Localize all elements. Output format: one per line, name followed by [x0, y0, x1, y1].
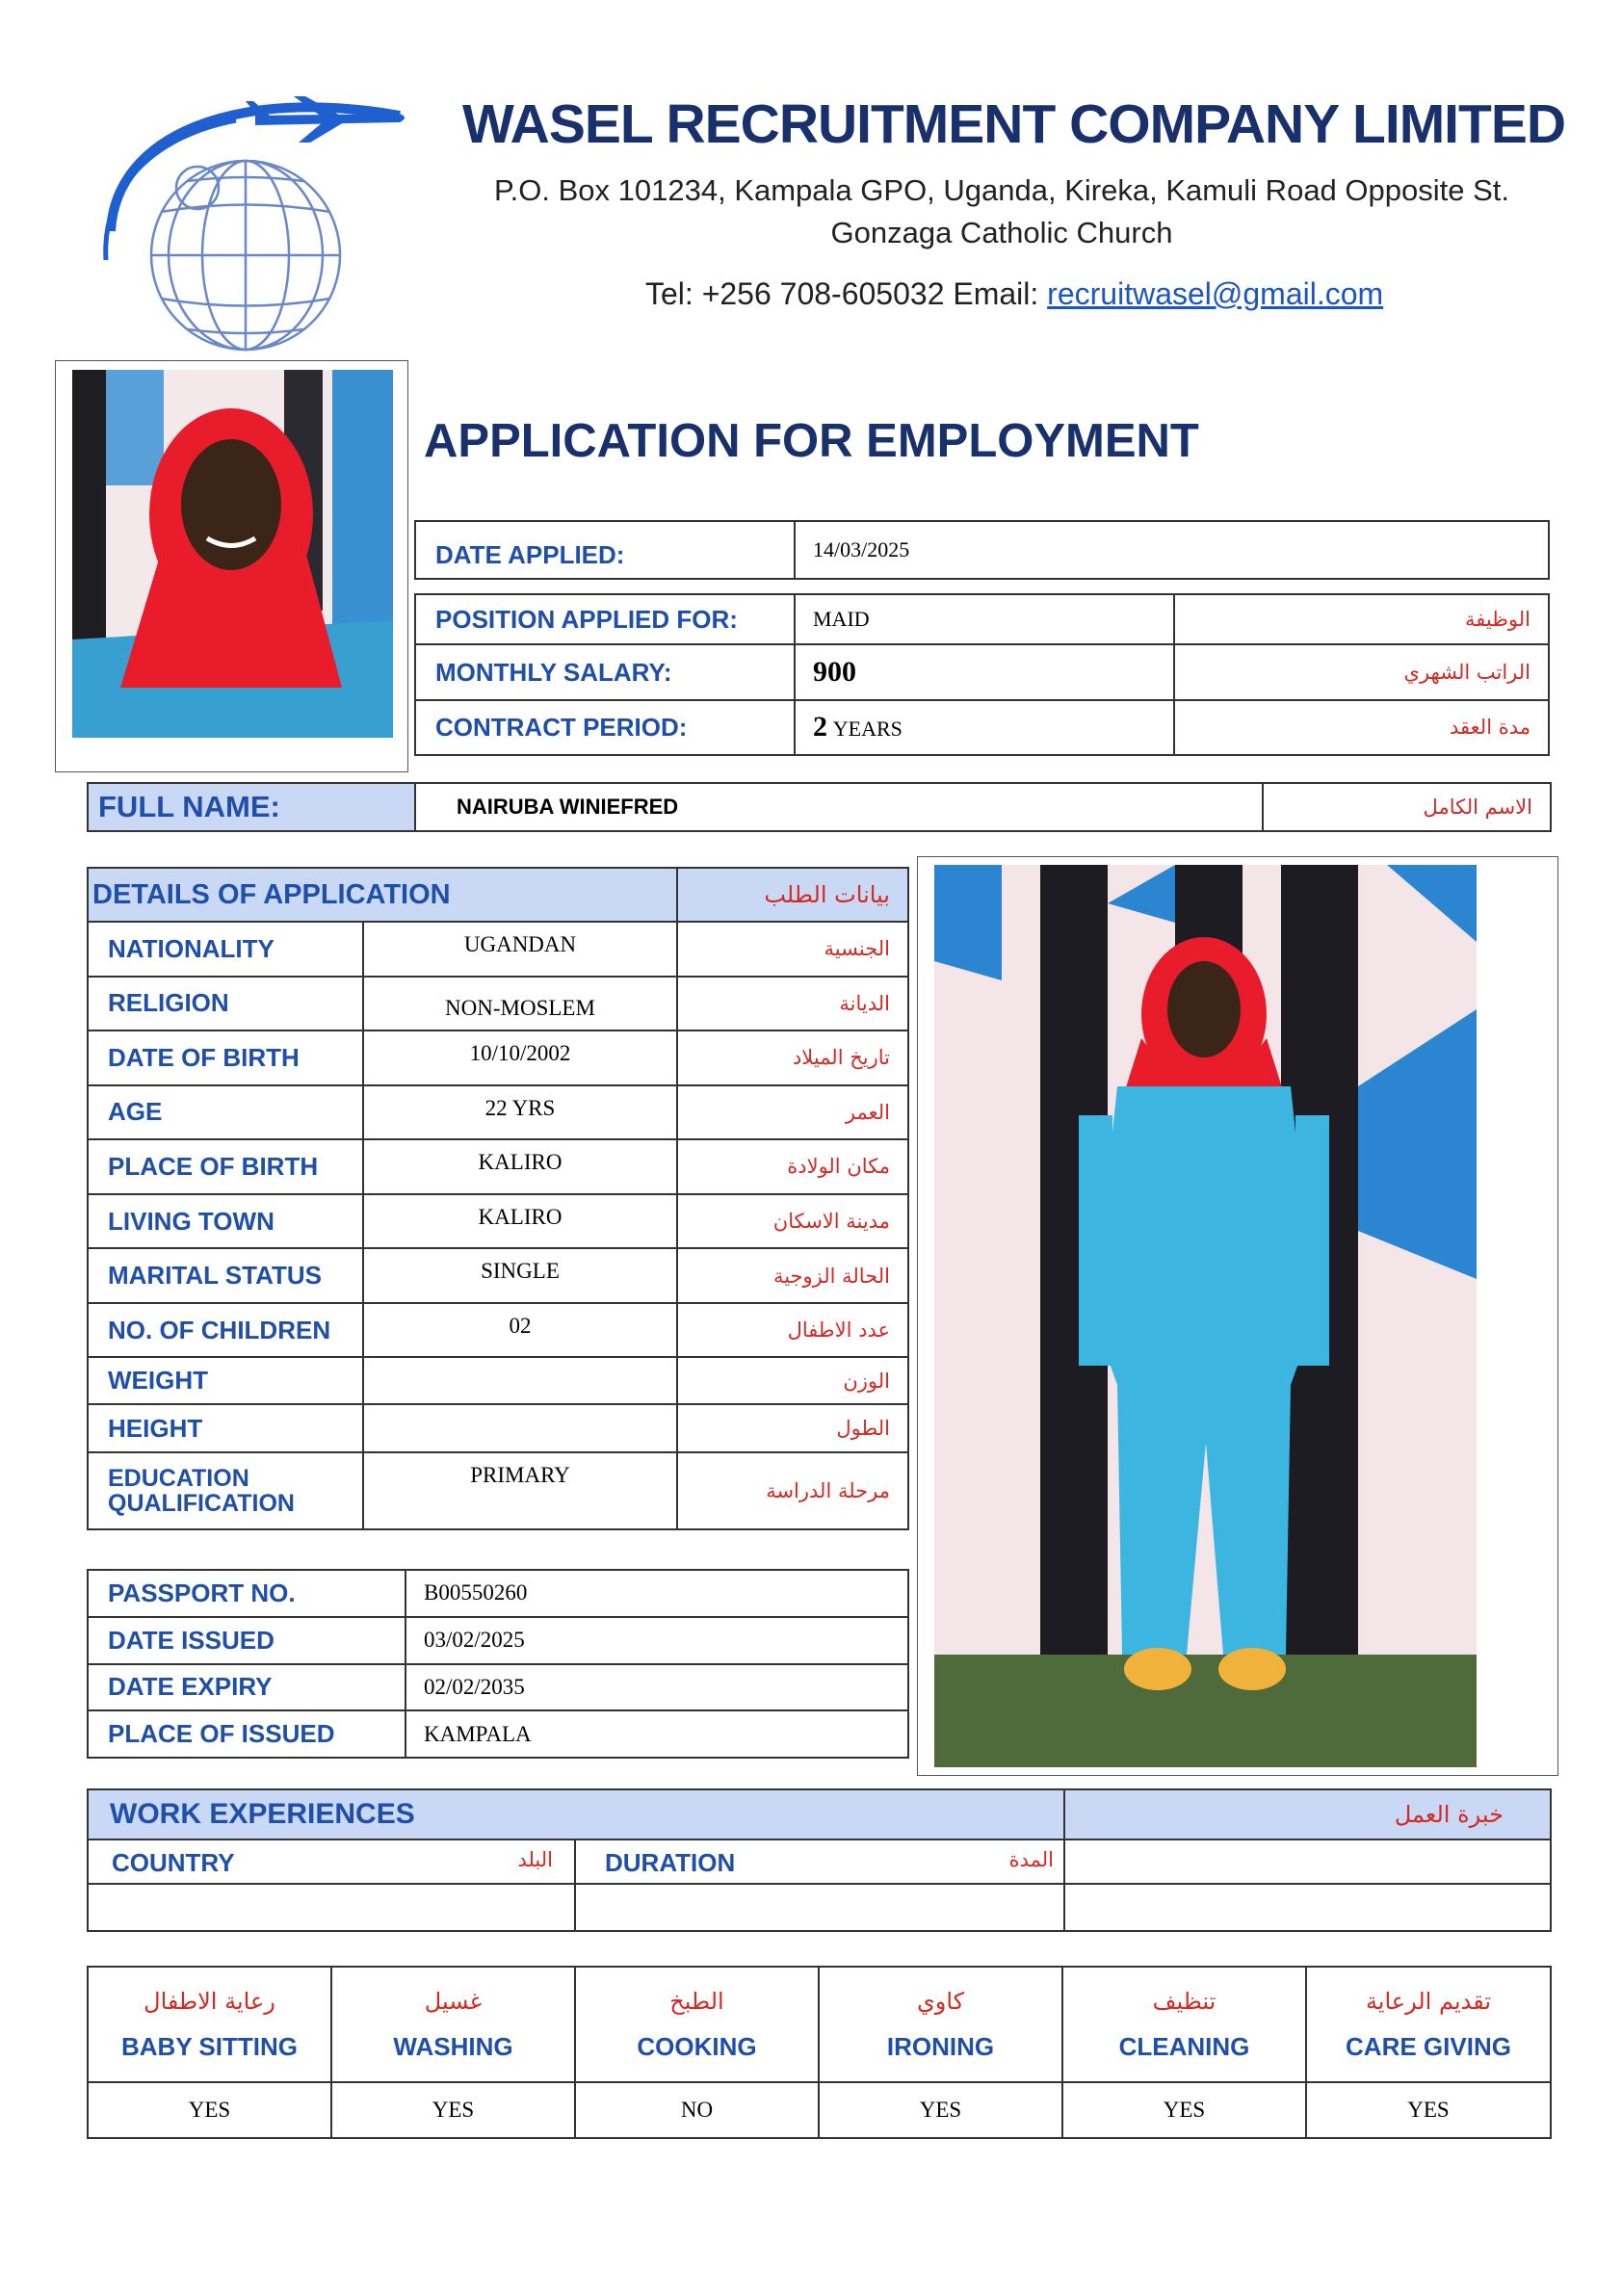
- company-contact: [645, 276, 1383, 312]
- height-ar-label: الطول: [677, 1404, 908, 1451]
- table-row: [415, 644, 1549, 699]
- work-header-ar: خبرة العمل: [1064, 1789, 1551, 1839]
- skill-label: CARE GIVING: [1346, 2031, 1511, 2061]
- children-value: 02: [363, 1303, 677, 1358]
- dob-value: 10/10/2002: [363, 1031, 677, 1085]
- skill-care-giving: [1306, 1967, 1551, 2082]
- full-name-table: [87, 782, 1552, 832]
- height-label: HEIGHT: [88, 1404, 363, 1451]
- table-row: [415, 594, 1549, 644]
- age-ar-label: العمر: [677, 1085, 908, 1140]
- nationality-label: NATIONALITY: [88, 922, 363, 977]
- place-issued-label: PLACE OF ISSUED: [88, 1710, 406, 1758]
- living-town-value: KALIRO: [363, 1194, 677, 1249]
- salary-ar-label: الراتب الشهري: [1174, 644, 1549, 699]
- religion-value: NON-MOSLEM: [363, 977, 677, 1031]
- position-label: POSITION APPLIED FOR:: [415, 594, 795, 644]
- children-ar-label: عدد الاطفال: [677, 1303, 908, 1358]
- contract-value: [795, 700, 1174, 755]
- table-row: [88, 1884, 1551, 1931]
- passport-table: [87, 1569, 909, 1759]
- contract-ar-label: مدة العقد: [1174, 700, 1549, 755]
- nationality-ar-label: الجنسية: [677, 922, 908, 977]
- salary-value: 900: [795, 644, 1174, 699]
- table-row: [88, 977, 908, 1031]
- table-row: [88, 1664, 908, 1711]
- passport-no-value: B00550260: [406, 1570, 908, 1617]
- skills-header-row: [88, 1967, 1551, 2082]
- work-header-row: [88, 1789, 1551, 1839]
- contact-phone-text: Tel: +256 708-605032 Email:: [645, 276, 1048, 311]
- skill-value: NO: [575, 2082, 819, 2138]
- passport-no-label: PASSPORT NO.: [88, 1570, 406, 1617]
- position-table: [414, 593, 1550, 756]
- details-header-row: [88, 868, 908, 922]
- skill-cooking: [575, 1967, 819, 2082]
- skill-ar-label: كاوي: [916, 1987, 965, 2015]
- position-ar-label: الوظيفة: [1174, 594, 1549, 644]
- date-expiry-value: 02/02/2035: [406, 1664, 908, 1711]
- table-row: [415, 700, 1549, 755]
- table-row: [88, 922, 908, 977]
- details-table: [87, 867, 909, 1530]
- date-issued-label: DATE ISSUED: [88, 1617, 406, 1664]
- skill-ar-label: الطبخ: [669, 1987, 724, 2015]
- dob-ar-label: تاريخ الميلاد: [677, 1031, 908, 1085]
- work-experience-table: [87, 1788, 1552, 1932]
- table-row: [88, 1085, 908, 1140]
- marital-status-ar-label: الحالة الزوجية: [677, 1248, 908, 1303]
- skill-value: YES: [331, 2082, 575, 2138]
- dob-label: DATE OF BIRTH: [88, 1031, 363, 1085]
- children-label: NO. OF CHILDREN: [88, 1303, 363, 1358]
- company-address-line2: Gonzaga Catholic Church: [830, 216, 1173, 249]
- table-row: [88, 1194, 908, 1249]
- work-extra-cell: [1064, 1884, 1551, 1931]
- marital-status-label: MARITAL STATUS: [88, 1248, 363, 1303]
- form-title: APPLICATION FOR EMPLOYMENT: [424, 415, 1199, 467]
- skill-value: YES: [819, 2082, 1062, 2138]
- skill-ar-label: تنظيف: [1152, 1987, 1216, 2015]
- table-row: [88, 1139, 908, 1194]
- religion-label: RELIGION: [88, 977, 363, 1031]
- duration-ar-label: المدة: [1008, 1848, 1054, 1871]
- table-row: [88, 1031, 908, 1085]
- table-row: [88, 1357, 908, 1404]
- work-duration-cell: [575, 1884, 1064, 1931]
- details-header-ar: بيانات الطلب: [677, 868, 908, 922]
- position-value: MAID: [795, 594, 1174, 644]
- table-row: [88, 1303, 908, 1358]
- full-name-ar-label: الاسم الكامل: [1263, 783, 1551, 831]
- weight-label: WEIGHT: [88, 1357, 363, 1404]
- skill-cleaning: [1062, 1967, 1306, 2082]
- full-body-photo: [934, 865, 1477, 1767]
- weight-ar-label: الوزن: [677, 1357, 908, 1404]
- place-of-birth-label: PLACE OF BIRTH: [88, 1139, 363, 1194]
- skills-table: [87, 1966, 1552, 2139]
- globe-airplane-logo: [92, 96, 419, 361]
- work-empty-cell: [1064, 1839, 1551, 1884]
- work-country-cell: [88, 1884, 575, 1931]
- details-header: DETAILS OF APPLICATION: [88, 868, 677, 922]
- place-of-birth-value: KALIRO: [363, 1139, 677, 1194]
- company-address-line1: P.O. Box 101234, Kampala GPO, Uganda, Kireka, Kamuli Road Opposite St.: [493, 173, 1509, 207]
- skill-value: YES: [1306, 2082, 1551, 2138]
- email-link[interactable]: recruitwasel@gmail.com: [1047, 276, 1384, 311]
- date-applied-value: 14/03/2025: [795, 521, 1549, 579]
- table-row: [88, 1452, 908, 1529]
- height-value: [363, 1404, 677, 1451]
- full-name-value: NAIRUBA WINIEFRED: [415, 783, 1263, 831]
- skill-label: COOKING: [637, 2031, 757, 2061]
- skill-label: IRONING: [886, 2031, 995, 2061]
- living-town-ar-label: مدينة الاسكان: [677, 1194, 908, 1249]
- duration-label: DURATION: [605, 1848, 736, 1877]
- marital-status-value: SINGLE: [363, 1248, 677, 1303]
- skill-label: WASHING: [393, 2031, 513, 2061]
- contract-years-unit: YEARS: [832, 717, 903, 742]
- living-town-label: LIVING TOWN: [88, 1194, 363, 1249]
- skill-label: BABY SITTING: [121, 2031, 298, 2061]
- date-applied-label: DATE APPLIED:: [415, 521, 795, 579]
- place-of-birth-ar-label: مكان الولادة: [677, 1139, 908, 1194]
- weight-value: [363, 1357, 677, 1404]
- place-issued-value: KAMPALA: [406, 1710, 908, 1758]
- table-row: [88, 1617, 908, 1664]
- education-label: EDUCATION QUALIFICATION: [88, 1452, 363, 1529]
- education-ar-label: مرحلة الدراسة: [677, 1452, 908, 1529]
- skills-values-row: [88, 2082, 1551, 2138]
- skill-value: YES: [1062, 2082, 1306, 2138]
- table-row: [88, 1570, 908, 1617]
- contract-years-number: 2: [813, 711, 827, 744]
- skill-ironing: [819, 1967, 1062, 2082]
- skill-washing: [331, 1967, 575, 2082]
- duration-column-header: [575, 1839, 1064, 1884]
- age-label: AGE: [88, 1085, 363, 1140]
- table-row: [88, 1248, 908, 1303]
- age-value: 22 YRS: [363, 1085, 677, 1140]
- date-expiry-label: DATE EXPIRY: [88, 1664, 406, 1711]
- country-label: COUNTRY: [112, 1848, 235, 1877]
- country-column-header: [88, 1839, 575, 1884]
- date-issued-value: 03/02/2025: [406, 1617, 908, 1664]
- salary-label: MONTHLY SALARY:: [415, 644, 795, 699]
- table-row: [88, 1710, 908, 1758]
- portrait-photo: [72, 370, 393, 738]
- education-value: PRIMARY: [363, 1452, 677, 1529]
- religion-ar-label: الديانة: [677, 977, 908, 1031]
- date-applied-table: [414, 520, 1550, 580]
- skill-baby-sitting: [88, 1967, 331, 2082]
- table-row: [88, 1404, 908, 1451]
- skill-label: CLEANING: [1118, 2031, 1250, 2061]
- country-ar-label: البلد: [517, 1848, 553, 1871]
- company-name: WASEL RECRUITMENT COMPANY LIMITED: [462, 93, 1566, 155]
- work-columns-row: [88, 1839, 1551, 1884]
- skill-ar-label: رعاية الاطفال: [144, 1987, 275, 2015]
- skill-ar-label: غسيل: [424, 1987, 483, 2015]
- work-header: WORK EXPERIENCES: [88, 1789, 1064, 1839]
- full-name-label: FULL NAME:: [88, 783, 415, 831]
- skill-ar-label: تقديم الرعاية: [1365, 1987, 1492, 2015]
- nationality-value: UGANDAN: [363, 922, 677, 977]
- contract-label: CONTRACT PERIOD:: [415, 700, 795, 755]
- skill-value: YES: [88, 2082, 331, 2138]
